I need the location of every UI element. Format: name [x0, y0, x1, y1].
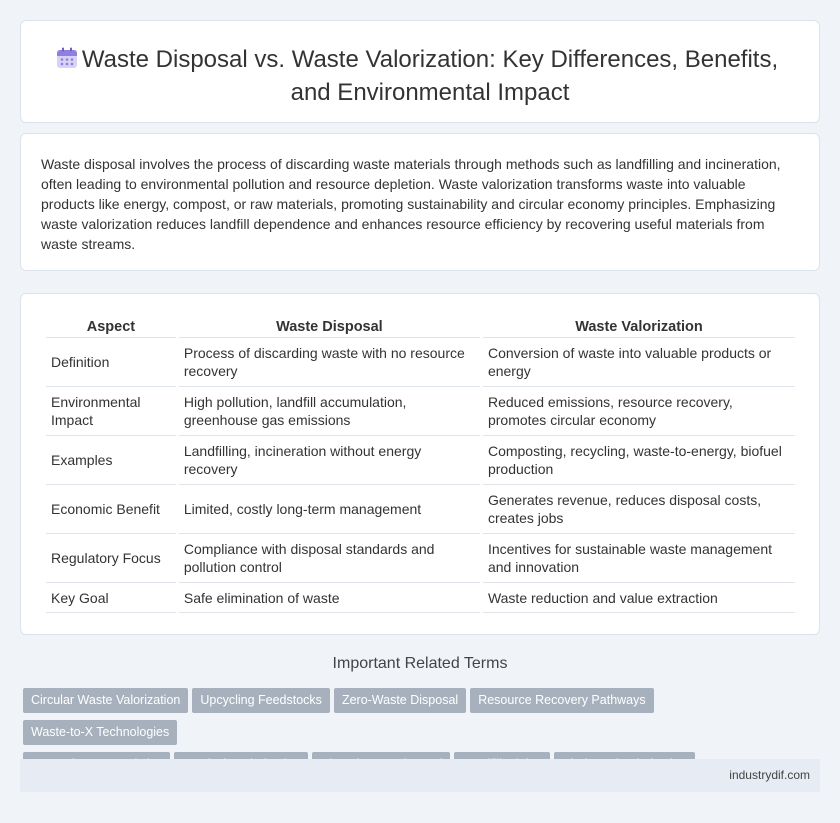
- related-term-tag[interactable]: Circular Waste Valorization: [23, 688, 188, 713]
- row-valorization: Incentives for sustainable waste management and innovation: [483, 534, 795, 583]
- row-disposal: Safe elimination of waste: [179, 583, 480, 613]
- row-disposal: High pollution, landfill accumulation, greenhouse gas emissions: [179, 387, 480, 436]
- table-row: [46, 534, 795, 583]
- row-valorization: Reduced emissions, resource recovery, promotes circular economy: [483, 387, 795, 436]
- related-terms-title: Important Related Terms: [332, 655, 508, 672]
- related-term-tag[interactable]: Zero-Waste Disposal: [334, 688, 466, 713]
- row-aspect: Examples: [46, 436, 176, 485]
- related-term-tag[interactable]: Waste-to-X Technologies: [23, 720, 177, 745]
- row-aspect: Environmental Impact: [46, 387, 176, 436]
- intro-paragraph: Waste disposal involves the process of discarding waste materials through methods such as landfilling and incineration, often leading to environmental pollution and resource depletion. Waste valorization transforms waste into valuable products like energy, compost, or raw materials, promoting sustainability and circular economy principles. Emphasizing waste valorization reduces landfill dependence and enhances resource efficiency by recovering useful materials from waste streams.: [41, 156, 781, 252]
- row-aspect: Definition: [46, 338, 176, 387]
- table-row: [46, 436, 795, 485]
- title-card: [20, 20, 820, 123]
- table-row: [46, 485, 795, 534]
- row-valorization: Generates revenue, reduces disposal costs, creates jobs: [483, 485, 795, 534]
- row-disposal: Limited, costly long-term management: [179, 485, 480, 534]
- row-disposal: Landfilling, incineration without energy recovery: [179, 436, 480, 485]
- page-title: Waste Disposal vs. Waste Valorization: Key Differences, Benefits, and Environmental Impact: [81, 46, 779, 106]
- row-disposal: Process of discarding waste with no resource recovery: [179, 338, 480, 387]
- table-row: [46, 387, 795, 436]
- related-term-tag[interactable]: Resource Recovery Pathways: [470, 688, 653, 713]
- intro-card: [20, 133, 820, 271]
- header-aspect: Aspect: [46, 314, 176, 338]
- row-aspect: Key Goal: [46, 583, 176, 613]
- footer-site-link[interactable]: industrydif.com: [729, 768, 810, 782]
- comparison-table-card: [20, 293, 820, 635]
- table-row: [46, 338, 795, 387]
- table-header-row: [46, 314, 795, 338]
- row-valorization: Waste reduction and value extraction: [483, 583, 795, 613]
- header-waste-valorization: Waste Valorization: [483, 314, 795, 338]
- row-aspect: Regulatory Focus: [46, 534, 176, 583]
- row-valorization: Composting, recycling, waste-to-energy, biofuel production: [483, 436, 795, 485]
- table-row: [46, 583, 795, 613]
- row-valorization: Conversion of waste into valuable products or energy: [483, 338, 795, 387]
- related-term-tag[interactable]: Upcycling Feedstocks: [192, 688, 330, 713]
- footer: [20, 759, 820, 792]
- comparison-table: [43, 314, 798, 613]
- row-aspect: Economic Benefit: [46, 485, 176, 534]
- header-waste-disposal: Waste Disposal: [179, 314, 480, 338]
- row-disposal: Compliance with disposal standards and pollution control: [179, 534, 480, 583]
